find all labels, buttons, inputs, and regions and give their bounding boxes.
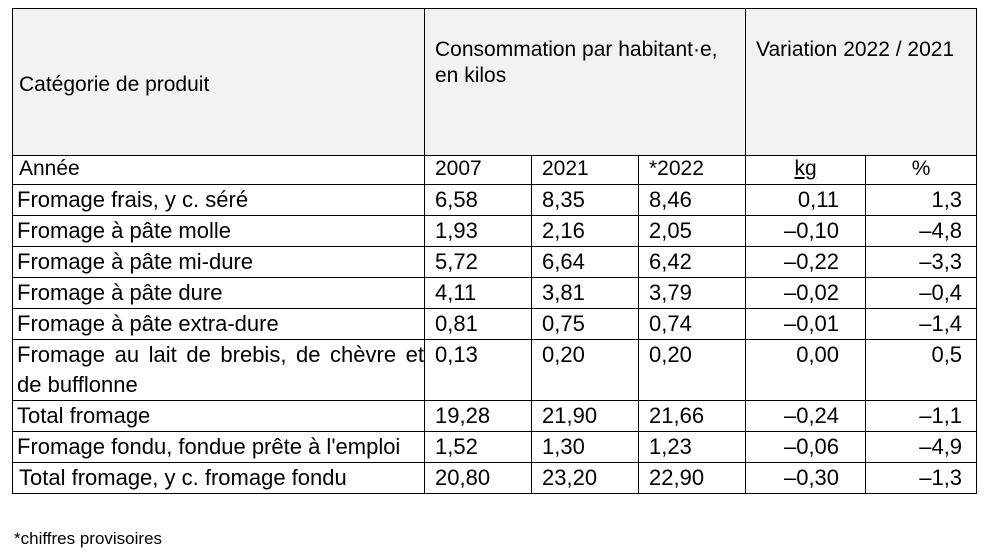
year-2007-header: 2007 — [425, 156, 532, 185]
value-2007: 1,52 — [425, 432, 532, 463]
value-2021: 6,64 — [532, 247, 639, 278]
footnote: *chiffres provisoires — [14, 529, 163, 548]
row-label: Fromage à pâte mi-dure — [13, 247, 425, 278]
year-label: Année — [13, 156, 425, 185]
variation-percent: –1,4 — [866, 309, 977, 340]
variation-kg: –0,01 — [746, 309, 866, 340]
kg-header — [746, 156, 866, 185]
value-2022: 0,20 — [639, 340, 746, 401]
variation-kg: –0,22 — [746, 247, 866, 278]
year-row — [13, 156, 977, 185]
row-label: Fromage frais, y c. séré — [13, 185, 425, 216]
variation-percent: –0,4 — [866, 278, 977, 309]
variation-kg: 0,00 — [746, 340, 866, 401]
total-variation-percent: –1,3 — [866, 463, 977, 494]
value-2021: 0,20 — [532, 340, 639, 401]
header-row — [13, 9, 977, 156]
variation-kg: –0,02 — [746, 278, 866, 309]
total-2021: 23,20 — [532, 463, 639, 494]
value-2021: 8,35 — [532, 185, 639, 216]
year-2021-header: 2021 — [532, 156, 639, 185]
value-2007: 0,81 — [425, 309, 532, 340]
variation-kg: –0,10 — [746, 216, 866, 247]
value-2007: 19,28 — [425, 401, 532, 432]
table-row — [13, 216, 977, 247]
row-label: Fromage à pâte extra-dure — [13, 309, 425, 340]
value-2021: 1,30 — [532, 432, 639, 463]
variation-percent: –4,8 — [866, 216, 977, 247]
value-2022: 2,05 — [639, 216, 746, 247]
table-row — [13, 309, 977, 340]
value-2007: 5,72 — [425, 247, 532, 278]
value-2021: 0,75 — [532, 309, 639, 340]
cheese-consumption-table — [12, 8, 977, 494]
value-2021: 3,81 — [532, 278, 639, 309]
variation-percent: 1,3 — [866, 185, 977, 216]
value-2007: 1,93 — [425, 216, 532, 247]
value-2007: 4,11 — [425, 278, 532, 309]
value-2022: 8,46 — [639, 185, 746, 216]
table-row — [13, 401, 977, 432]
variation-percent: –4,9 — [866, 432, 977, 463]
table-row — [13, 278, 977, 309]
value-2022: 21,66 — [639, 401, 746, 432]
variation-kg: –0,24 — [746, 401, 866, 432]
variation-percent: –1,1 — [866, 401, 977, 432]
table-row — [13, 185, 977, 216]
row-label: Fromage à pâte molle — [13, 216, 425, 247]
value-2007: 0,13 — [425, 340, 532, 401]
variation-percent: 0,5 — [866, 340, 977, 401]
row-label: Total fromage — [13, 401, 425, 432]
total-row — [13, 463, 977, 494]
value-2022: 6,42 — [639, 247, 746, 278]
variation-kg: –0,06 — [746, 432, 866, 463]
value-2022: 0,74 — [639, 309, 746, 340]
kg-header-text: kg — [794, 157, 817, 180]
row-label: Fromage fondu, fondue prête à l'emploi — [13, 432, 425, 463]
table-row — [13, 432, 977, 463]
variation-kg: 0,11 — [746, 185, 866, 216]
value-2022: 3,79 — [639, 278, 746, 309]
total-2022: 22,90 — [639, 463, 746, 494]
value-2021: 21,90 — [532, 401, 639, 432]
value-2021: 2,16 — [532, 216, 639, 247]
row-label: Fromage à pâte dure — [13, 278, 425, 309]
total-variation-kg: –0,30 — [746, 463, 866, 494]
variation-percent: –3,3 — [866, 247, 977, 278]
total-label: Total fromage, y c. fromage fondu — [13, 463, 425, 494]
row-label: Fromage au lait de brebis, de chèvre et de bufflonne — [13, 340, 425, 401]
category-header: Catégorie de produit — [13, 9, 425, 156]
table-row — [13, 340, 977, 401]
consumption-header: Consommation par habitant·e, en kilos — [425, 9, 746, 156]
total-2007: 20,80 — [425, 463, 532, 494]
value-2022: 1,23 — [639, 432, 746, 463]
percent-header: % — [866, 156, 977, 185]
variation-header: Variation 2022 / 2021 — [746, 9, 977, 156]
year-2022-header: *2022 — [639, 156, 746, 185]
table-row — [13, 247, 977, 278]
value-2007: 6,58 — [425, 185, 532, 216]
